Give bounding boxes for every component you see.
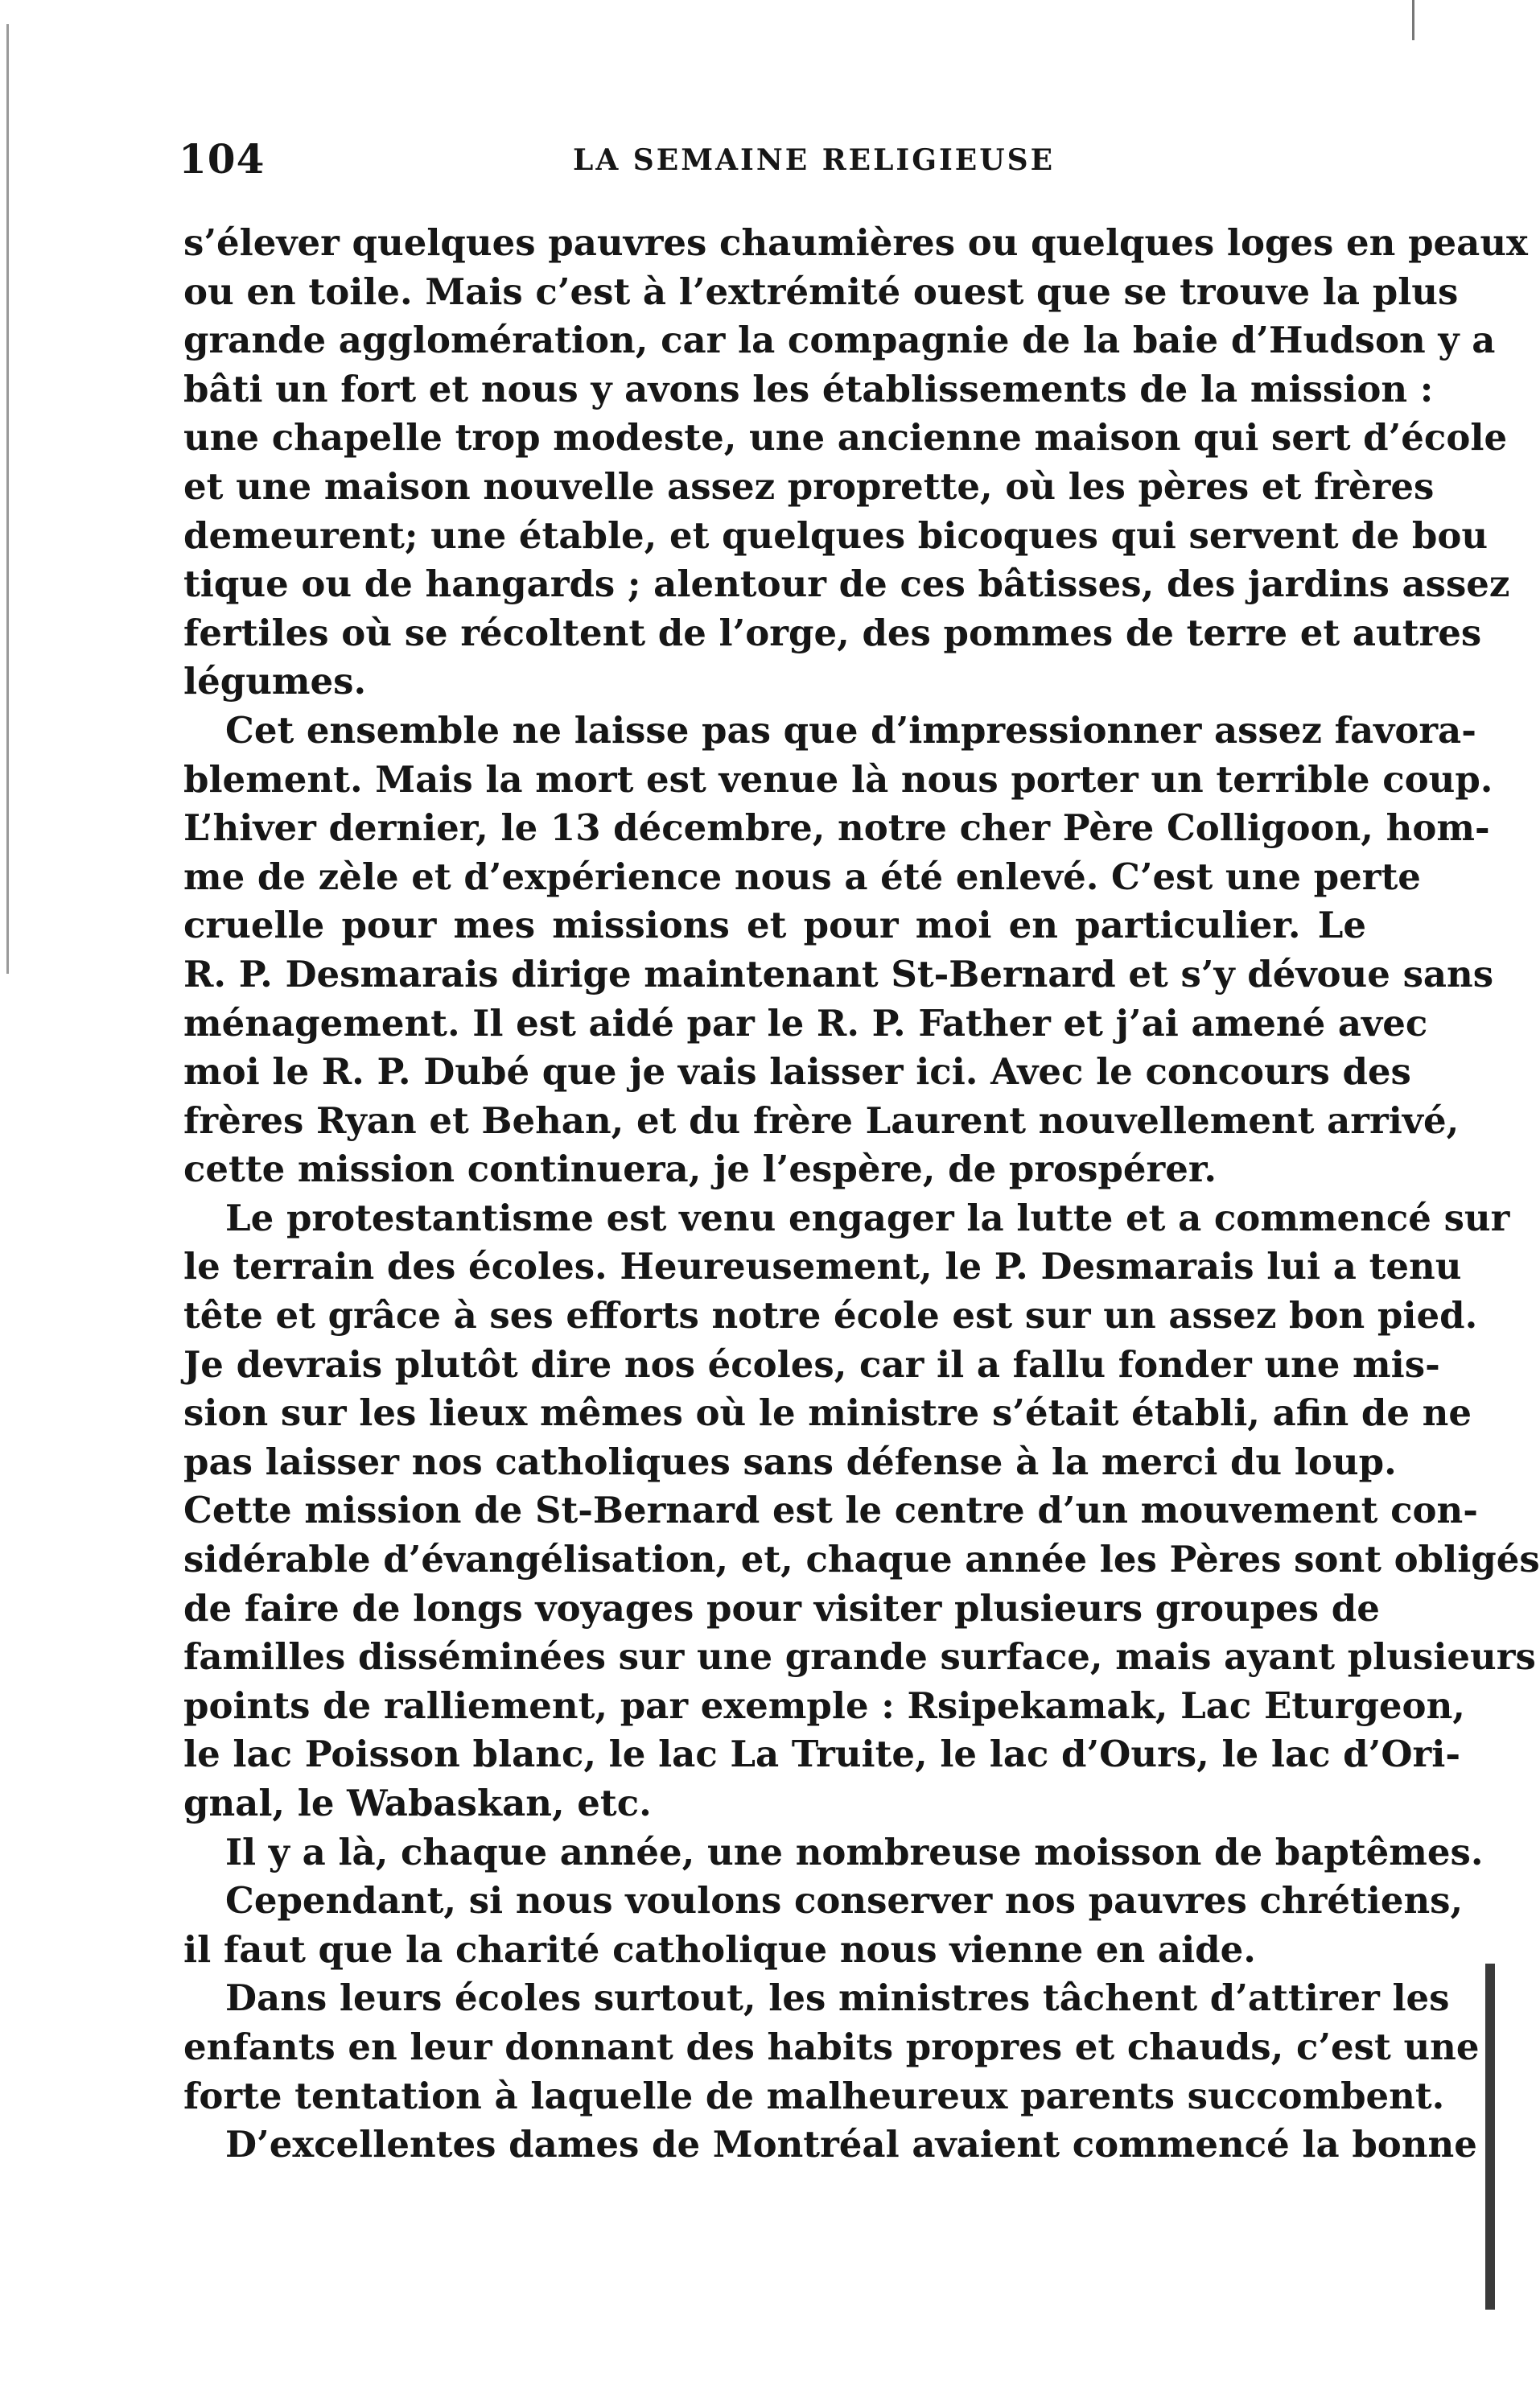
text-line: D’excellentes dames de Montréal avaient commencé la bonne [225,2123,1477,2166]
text-line: le lac Poisson blanc, le lac La Truite, le lac d’Ours, le lac d’Ori- [183,1733,1460,1776]
text-line: R. P. Desmarais dirige maintenant St-Bernard et s’y dévoue sans [183,952,1494,995]
text-line: blement. Mais la mort est venue là nous porter un terrible coup. [183,757,1493,801]
text-line: bâti un fort et nous y avons les établissements de la mission : [183,367,1434,410]
text-line: Il y a là, chaque année, une nombreuse moisson de baptêmes. [225,1830,1484,1873]
text-line: Cet ensemble ne laisse pas que d’impressionner assez favora- [225,708,1476,752]
text-line: et une maison nouvelle assez proprette, où les pères et frères [183,464,1435,508]
text-line: légumes. [183,660,367,703]
text-line: me de zèle et d’expérience nous a été enlevé. C’est une perte [183,855,1421,898]
text-line: cruelle pour mes missions et pour moi en particulier. Le [183,904,1366,947]
text-line: tête et grâce à ses efforts notre école est sur un assez bon pied. [183,1294,1478,1338]
page-number: 104 [179,135,266,183]
text-line: ménagement. Il est aidé par le R. P. Father et j’ai amené avec [183,1001,1428,1045]
text-line: il faut que la charité catholique nous vienne en aide. [183,1927,1256,1971]
text-line: Cependant, si nous voulons conserver nos pauvres chrétiens, [225,1879,1464,1923]
running-head: LA SEMAINE RELIGIEUSE [573,143,1056,177]
text-line: sidérable d’évangélisation, et, chaque année les Pères sont obligés [183,1538,1540,1581]
text-line: demeurent; une étable, et quelques bicoques qui servent de bou [183,513,1489,557]
text-line: pas laisser nos catholiques sans défense à la merci du loup. [183,1440,1397,1483]
text-line: tique ou de hangards ; alentour de ces bâtisses, des jardins assez [183,563,1510,606]
text-line: L’hiver dernier, le 13 décembre, notre cher Père Colligoon, hom- [183,806,1490,850]
body-text [183,219,1540,2170]
text-line: sion sur les lieux mêmes où le ministre s’était établi, afin de ne [183,1391,1472,1435]
page-header [179,135,1369,183]
text-line: forte tentation à laquelle de malheureux parents succombent. [183,2074,1445,2117]
text-line: Je devrais plutôt dire nos écoles, car il a fallu fonder une mis- [183,1342,1440,1386]
text-line: Le protestantisme est venu engager la lutte et a commencé sur [225,1196,1510,1239]
text-line: fertiles où se récoltent de l’orge, des pommes de terre et autres [183,611,1482,654]
text-line: Dans leurs écoles surtout, les ministres tâchent d’attirer les [225,1976,1450,2020]
text-line: cette mission continuera, je l’espère, de prospérer. [183,1148,1217,1191]
text-line: gnal, le Wabaskan, etc. [183,1782,652,1824]
text-line: s’élever quelques pauvres chaumières ou quelques loges en peaux [183,221,1528,264]
text-line: points de ralliement, par exemple : Rsipekamak, Lac Eturgeon, [183,1684,1465,1727]
text-line: Cette mission de St-Bernard est le centre d’un mouvement con- [183,1489,1478,1532]
text-line: une chapelle trop modeste, une ancienne maison qui sert d’école [183,416,1508,460]
text-line: frères Ryan et Behan, et du frère Laurent nouvellement arrivé, [183,1098,1460,1142]
text-line: familles disséminées sur une grande surface, mais ayant plusieurs [183,1635,1536,1679]
text-line: le terrain des écoles. Heureusement, le P. Desmarais lui a tenu [183,1245,1462,1288]
text-line: moi le R. P. Dubé que je vais laisser ici. Avec le concours des [183,1050,1411,1094]
text-line: ou en toile. Mais c’est à l’extrémité ouest que se trouve la plus [183,270,1459,313]
text-line: grande agglomération, car la compagnie de la baie d’Hudson y a [183,319,1496,362]
text-line: de faire de longs voyages pour visiter plusieurs groupes de [183,1586,1380,1630]
text-line: enfants en leur donnant des habits propres et chauds, c’est une [183,2025,1480,2068]
